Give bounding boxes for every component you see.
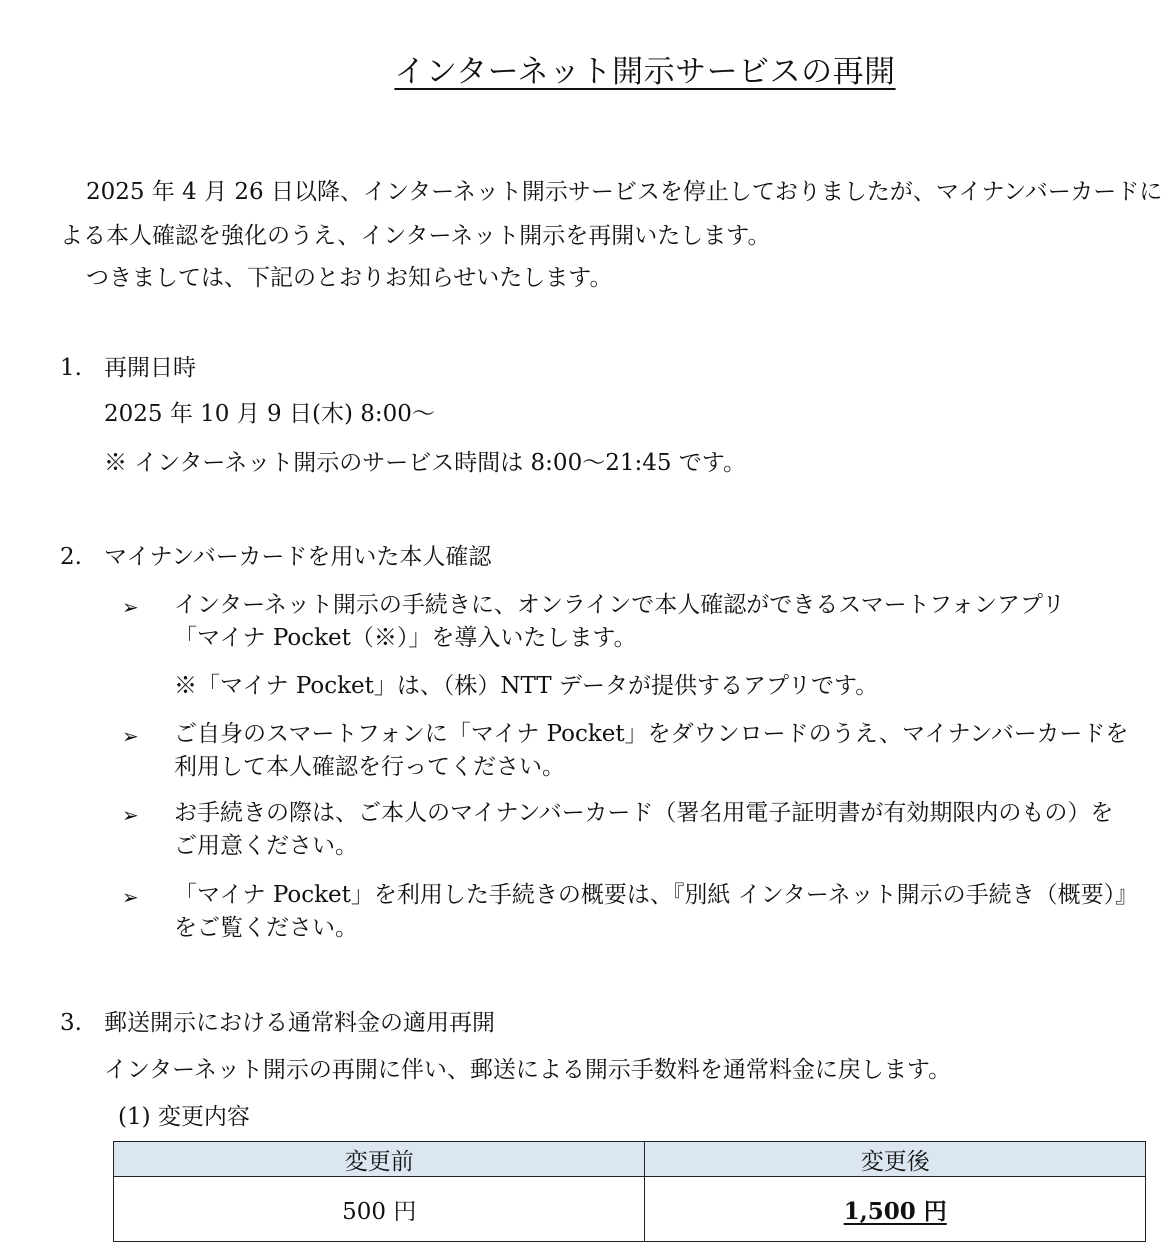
page-title: インターネット開示サービスの再開 [394,54,896,90]
section-3-heading: 郵送開示における通常料金の適用再開 [104,1010,495,1036]
change-details-heading: (1) 変更内容 [118,1104,250,1130]
restart-datetime: 2025 年 10 月 9 日(木) 8:00～ [104,401,435,427]
section-1-number: 1. [60,355,82,381]
header-after: 変更後 [645,1142,1146,1177]
arrow-bullet-icon: ➢ [122,724,139,748]
intro-line-1: 2025 年 4 月 26 日以降、インターネット開示サービスを停止しておりましたが、マイナンバーカードに [86,179,1163,205]
arrow-bullet-icon: ➢ [122,803,139,827]
header-before: 変更前 [114,1142,645,1177]
bullet-2-line-1: ご自身のスマートフォンに「マイナ Pocket」をダウンロードのうえ、マイナンバーカードを [174,721,1129,747]
bullet-1-line-1: インターネット開示の手続きに、オンラインで本人確認ができるスマートフォンアプリ [174,592,1066,618]
bullet-1-note: ※「マイナ Pocket」は、（株）NTT データが提供するアプリです。 [174,673,879,699]
section-1-heading: 再開日時 [104,355,196,381]
section-2-heading: マイナンバーカードを用いた本人確認 [104,544,492,570]
arrow-bullet-icon: ➢ [122,595,139,619]
bullet-2-line-2: 利用して本人確認を行ってください。 [174,754,565,780]
table-header-row [114,1142,1146,1177]
fee-before-value: 500 円 [342,1198,417,1225]
fee-after-value: 1,500 円 [843,1197,947,1225]
fee-after-cell [645,1177,1146,1242]
fee-change-table [113,1141,1146,1242]
section-3-description: インターネット開示の再開に伴い、郵送による開示手数料を通常料金に戻します。 [104,1057,952,1083]
bullet-3-line-2: ご用意ください。 [174,833,358,859]
table-row [114,1177,1146,1242]
bullet-1-line-2: 「マイナ Pocket（※）」を導入いたします。 [174,625,637,651]
intro-line-2: よる本人確認を強化のうえ、インターネット開示を再開いたします。 [60,223,771,249]
bullet-3-line-1: お手続きの際は、ご本人のマイナンバーカード（署名用電子証明書が有効期限内のもの）を [174,800,1114,826]
arrow-bullet-icon: ➢ [122,885,139,909]
section-3-number: 3. [60,1010,82,1036]
service-hours-note: ※ インターネット開示のサービス時間は 8:00～21:45 です。 [104,450,746,476]
intro-line-3: つきましては、下記のとおりお知らせいたします。 [86,265,613,291]
section-2-number: 2. [60,544,82,570]
bullet-4-line-2: をご覧ください。 [174,915,358,941]
bullet-4-line-1: 「マイナ Pocket」を利用した手続きの概要は、『別紙 インターネット開示の手続き（概要）』 [174,882,1139,908]
fee-before-cell [114,1177,645,1242]
